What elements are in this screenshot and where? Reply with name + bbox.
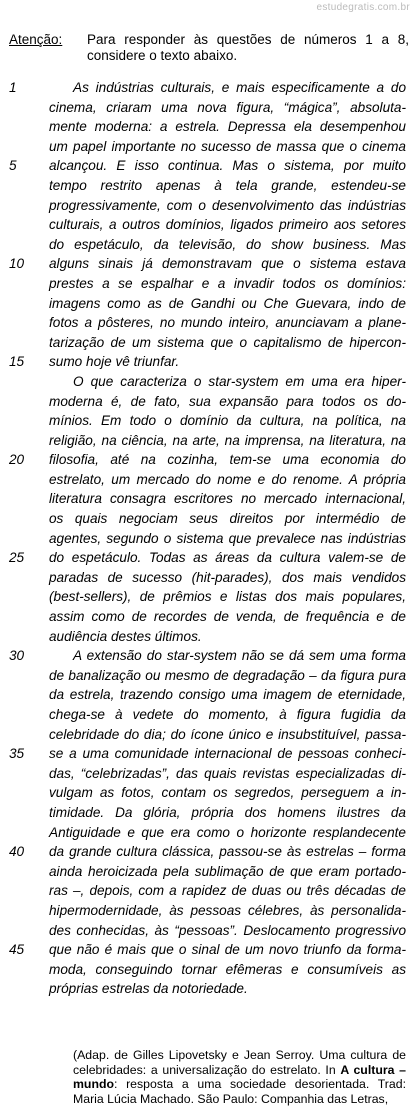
line-text: do espetáculo. Todas as áreas da cultura valem-se de xyxy=(49,550,406,566)
text-line xyxy=(0,470,416,490)
line-text: fotos a pôsteres, no mundo inteiro, anunciavam a plane- xyxy=(49,315,406,331)
text-line xyxy=(0,823,416,843)
text-line xyxy=(0,627,416,647)
line-text: mínios. Em todo o domínio da cultura, na política, na xyxy=(49,413,406,429)
text-line xyxy=(0,960,416,980)
text-line xyxy=(0,274,416,294)
line-text: religião, na ciência, na arte, na imprensa, na literatura, na xyxy=(49,432,406,448)
text-line xyxy=(0,176,416,196)
line-text: ras –, depois, com a rapidez de duas ou três décadas de xyxy=(49,883,406,899)
line-number: 35 xyxy=(9,746,25,762)
text-line xyxy=(0,607,416,627)
line-text: vulgam as fotos, contam os segredos, perseguem a in- xyxy=(49,785,406,801)
text-line xyxy=(0,725,416,745)
text-line xyxy=(0,803,416,823)
line-text: celebridade do dia; do ícone único e insubstituível, passa- xyxy=(49,726,406,742)
line-text: alguns sinais já demonstravam que o sistema estava xyxy=(49,256,406,272)
line-text: ainda heroicizada pela sublimação de que eram portado- xyxy=(49,863,406,879)
line-text: da grande cultura clássica, passou-se às estrelas – forma xyxy=(49,844,406,860)
line-number: 25 xyxy=(9,550,25,566)
instructions-header xyxy=(9,32,409,64)
citation-pre: (Adap. de Gilles Lipovetsky e Jean Serroy. Uma cultura de celebridades: a universalização do estrelato. In xyxy=(73,1048,406,1077)
line-text: cinema, criaram uma nova figura, “mágica”, absoluta- xyxy=(49,99,406,115)
line-text: audiência destes últimos. xyxy=(49,628,202,644)
line-text: moda, conseguindo tornar efêmeras e consumíveis as xyxy=(49,961,406,977)
citation xyxy=(73,1048,406,1106)
line-number: 30 xyxy=(9,648,25,664)
line-text: os quais negociam seus direitos por intermédio de xyxy=(49,511,406,527)
text-line xyxy=(0,372,416,392)
text-line xyxy=(0,78,416,98)
line-text: chega-se à vedete do momento, à figura fugidia da xyxy=(49,707,406,722)
line-text: próprias estrelas da notoriedade. xyxy=(49,981,248,997)
line-text: A extensão do star-system não se dá sem uma forma xyxy=(73,648,406,664)
text-line xyxy=(0,392,416,412)
text-line xyxy=(0,333,416,353)
text-line xyxy=(0,783,416,803)
line-text: um papel importante no sucesso de massa que o cinema xyxy=(49,138,406,154)
line-text: moderna é, de fato, sua expansão para todos os do- xyxy=(49,393,406,409)
line-text: agentes, segundo o sistema que prevalece nas indústrias xyxy=(49,530,406,546)
text-line xyxy=(0,235,416,255)
line-text: tarização de um sistema que o capitalismo de hipercon- xyxy=(49,334,406,350)
text-line xyxy=(0,294,416,314)
text-line xyxy=(0,764,416,784)
line-text: progressivamente, com o desenvolvimento das indústrias xyxy=(49,197,406,213)
text-line xyxy=(0,137,416,157)
line-text: de banalização ou mesmo de degradação – da figura pura xyxy=(49,667,406,683)
line-text: da estrela, trazendo consigo uma imagem de eternidade, xyxy=(49,687,406,703)
text-line xyxy=(0,979,416,999)
line-text: estrelato, um mercado do nome e do renome. A própria xyxy=(49,471,406,487)
line-text: mente moderna: a estrela. Depressa ela desempenhou xyxy=(49,119,406,135)
line-number: 20 xyxy=(9,452,25,468)
text-line xyxy=(0,215,416,235)
line-text: literatura consagra escritores no mercado internacional, xyxy=(49,491,406,507)
line-text: das, “celebrizadas”, das quais revistas especializadas di- xyxy=(49,765,406,781)
line-text: des conhecidas, às “pessoas”. Deslocamento progressivo xyxy=(49,922,406,938)
text-line xyxy=(0,489,416,509)
text-line xyxy=(0,842,416,862)
line-text: do espetáculo, da televisão, do show business. Mas xyxy=(49,236,406,252)
text-line xyxy=(0,196,416,216)
line-text: filosofia, até na cozinha, tem-se uma economia do xyxy=(49,452,406,468)
line-text: tempo restrito apenas à tela grande, estendeu-se xyxy=(49,177,406,193)
text-line xyxy=(0,921,416,941)
text-line xyxy=(0,862,416,882)
line-text: se a uma comunidade internacional de pessoas conheci- xyxy=(49,746,406,762)
line-number: 45 xyxy=(9,942,25,958)
line-text: que não é mais que o sinal de um novo triunfo da forma- xyxy=(49,942,406,958)
line-text: hipermodernidade, às pessoas célebres, às personalida- xyxy=(49,902,406,918)
line-text: timidade. Da glória, própria dos homens ilustres da xyxy=(49,804,406,820)
line-text: culturais, a outros domínios, ligados primeiro aos setores xyxy=(49,217,406,233)
line-number: 15 xyxy=(9,354,25,370)
line-text: sumo hoje vê triunfar. xyxy=(49,354,180,370)
line-text: prestes a se espalhar e a invadir todos os domínios: xyxy=(49,275,406,291)
line-text: paradas de sucesso (hit-parades), dos mais vendidos xyxy=(49,569,406,585)
line-text: O que caracteriza o star-system em uma era hiper- xyxy=(73,373,406,389)
text-line xyxy=(0,940,416,960)
text-line xyxy=(0,313,416,333)
text-line xyxy=(0,509,416,529)
text-line xyxy=(0,744,416,764)
text-line xyxy=(0,705,416,725)
line-text: imagens como as de Gandhi ou Che Guevara, indo de xyxy=(49,295,406,311)
line-text: (best-sellers), de prêmios e listas dos mais populares, xyxy=(49,589,406,605)
line-text: alcançou. E isso continua. Mas o sistema, por muito xyxy=(49,158,406,174)
line-number: 1 xyxy=(9,80,17,95)
text-line xyxy=(0,450,416,470)
text-line xyxy=(0,156,416,176)
text-line xyxy=(0,98,416,118)
attention-label: Atenção: xyxy=(9,32,63,47)
line-text: assim como de recordes de venda, de frequência e de xyxy=(49,609,406,625)
text-body xyxy=(0,78,416,999)
line-text: As indústrias culturais, e mais especificamente a do xyxy=(73,80,406,95)
citation-post: : resposta a uma sociedade desorientada. Trad: Maria Lúcia Machado. São Paulo: Companhia das Letras, xyxy=(73,1077,406,1106)
line-number: 10 xyxy=(9,256,25,272)
citation-book-title: A cultura – mundo xyxy=(73,1062,406,1091)
text-line xyxy=(0,529,416,549)
line-number: 40 xyxy=(9,844,25,860)
text-line xyxy=(0,254,416,274)
text-line xyxy=(0,685,416,705)
line-text: Antiguidade e que era como o horizonte resplandecente xyxy=(49,824,406,840)
text-line xyxy=(0,587,416,607)
text-line xyxy=(0,881,416,901)
watermark: estudegratis.com.br xyxy=(316,2,410,13)
text-line xyxy=(0,666,416,686)
text-line xyxy=(0,568,416,588)
text-line xyxy=(0,548,416,568)
line-number: 5 xyxy=(9,158,17,174)
text-line xyxy=(0,117,416,137)
text-line xyxy=(0,901,416,921)
instructions-text: Para responder às questões de números 1 a 8, considere o texto abaixo. xyxy=(87,32,409,63)
text-line xyxy=(0,352,416,372)
text-line xyxy=(0,411,416,431)
text-line xyxy=(0,646,416,666)
text-line xyxy=(0,431,416,451)
